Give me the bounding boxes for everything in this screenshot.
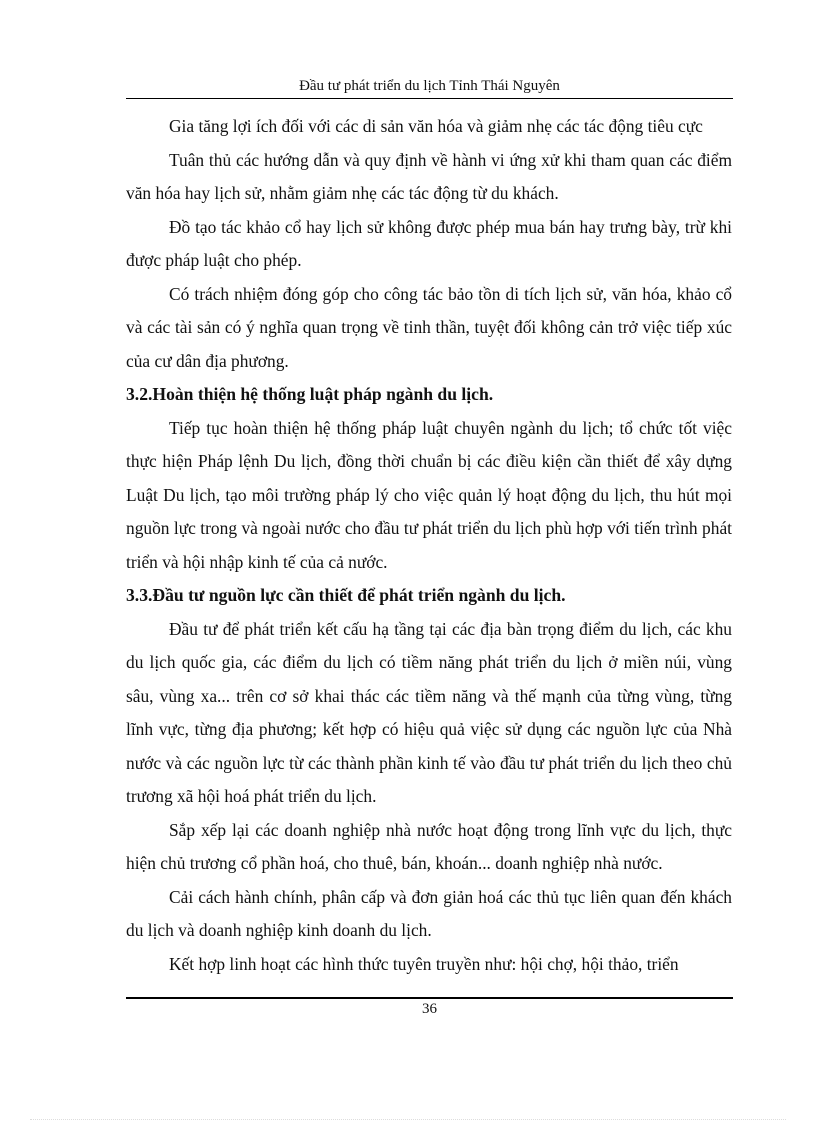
document-body [126,110,732,981]
header-title: Đầu tư phát triển du lịch Tỉnh Thái Nguyên [299,78,560,94]
page-number: 36 [422,1001,437,1017]
page-edge-dotted-line [30,1119,786,1120]
paragraph: Gia tăng lợi ích đối với các di sản văn hóa và giảm nhẹ các tác động tiêu cực [169,116,703,136]
paragraph: Sắp xếp lại các doanh nghiệp nhà nước hoạt động trong lĩnh vực du lịch, thực hiện chủ trương cổ phần hoá, cho thuê, bán, khoán... doanh nghiệp nhà nước. [126,819,732,873]
section-heading: 3.2.Hoàn thiện hệ thống luật pháp ngành du lịch. [126,384,494,404]
running-header [126,76,733,99]
paragraph: Cải cách hành chính, phân cấp và đơn giản hoá các thủ tục liên quan đến khách du lịch và doanh nghiệp kinh doanh du lịch. [126,886,732,940]
paragraph: Tuân thủ các hướng dẫn và quy định về hành vi ứng xử khi tham quan các điểm văn hóa hay lịch sử, nhằm giảm nhẹ các tác động từ du khách. [126,149,732,203]
paragraph: Đồ tạo tác khảo cổ hay lịch sử không được phép mua bán hay trưng bày, trừ khi được pháp luật cho phép. [126,216,732,270]
footer-divider [126,997,733,999]
section-heading: 3.3.Đầu tư nguồn lực cần thiết để phát triển ngành du lịch. [126,585,566,605]
paragraph: Có trách nhiệm đóng góp cho công tác bảo tồn di tích lịch sử, văn hóa, khảo cổ và các tài sản có ý nghĩa quan trọng về tinh thần, tuyệt đối không cản trở việc tiếp xúc của cư dân địa phương. [126,283,732,371]
paragraph: Tiếp tục hoàn thiện hệ thống pháp luật chuyên ngành du lịch; tổ chức tốt việc thực hiện Pháp lệnh Du lịch, đồng thời chuẩn bị các điều kiện cần thiết để xây dựng Luật Du lịch, tạo môi trường pháp lý cho việc quản lý hoạt động du lịch, thu hút mọi nguồn lực trong và ngoài nước cho đầu tư phát triển du lịch phù hợp với tiến trình phát triển và hội nhập kinh tế của cả nước. [126,417,732,572]
paragraph: Đầu tư để phát triển kết cấu hạ tầng tại các địa bàn trọng điểm du lịch, các khu du lịch quốc gia, các điểm du lịch có tiềm năng phát triển du lịch ở miền núi, vùng sâu, vùng xa... trên cơ sở khai thác các tiềm năng và thế mạnh của từng vùng, từng lĩnh vực, từng địa phương; kết hợp có hiệu quả việc sử dụng các nguồn lực của Nhà nước và các nguồn lực từ các thành phần kinh tế vào đầu tư phát triển du lịch theo chủ trương xã hội hoá phát triển du lịch. [126,618,732,806]
paragraph: Kết hợp linh hoạt các hình thức tuyên truyền như: hội chợ, hội thảo, triển [169,953,679,974]
